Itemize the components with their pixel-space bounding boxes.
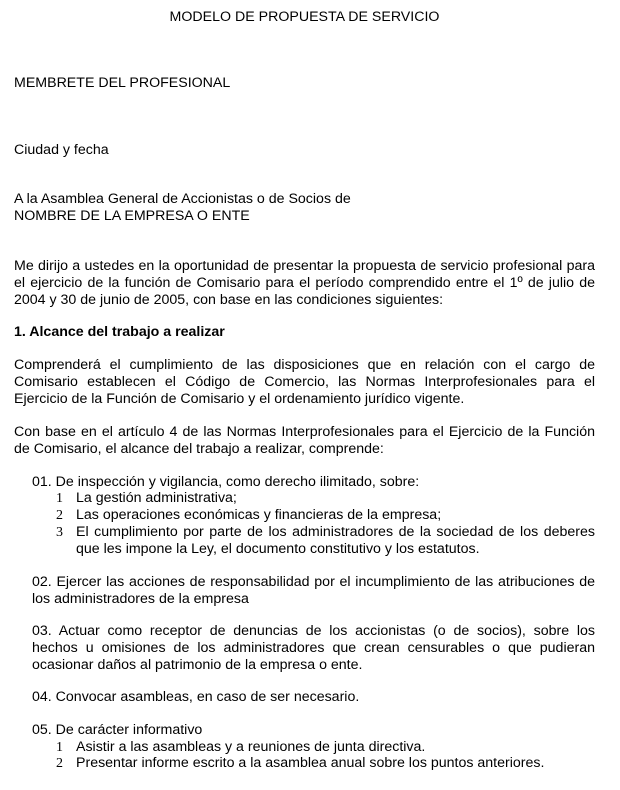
scope-item-03: 03. Actuar como receptor de denuncias de los accionistas (o de socios), sobre los hechos u omisiones de los administradores que crean censurables o que pudieran ocasionar daños al patrimonio de la empresa o ente.	[32, 623, 595, 673]
scope-item-05-sub-2	[56, 755, 595, 772]
scope-item-05-sub-1	[56, 739, 595, 756]
city-date-placeholder: Ciudad y fecha	[14, 142, 109, 158]
recipient-block	[14, 191, 595, 225]
recipient-line-2: NOMBRE DE LA EMPRESA O ENTE	[14, 208, 250, 224]
sub-item-number: 1	[56, 491, 63, 506]
section-1-heading: 1. Alcance del trabajo a realizar	[14, 324, 225, 340]
sub-item-number: 1	[56, 740, 63, 755]
scope-item-01-sub-2	[56, 507, 595, 524]
section-1-paragraph-1: Comprenderá el cumplimiento de las disposiciones que en relación con el cargo de Comisario establecen el Código de Comercio, las Normas Interprofesionales para el Ejercicio de la Función de Comisario y el ordenamiento jurídico vigente.	[14, 357, 595, 407]
recipient-line-1: A la Asamblea General de Accionistas o de Socios de	[14, 191, 351, 207]
sub-item-number: 3	[56, 525, 63, 540]
document-title: MODELO DE PROPUESTA DE SERVICIO	[169, 9, 440, 25]
sub-item-text: Asistir a las asambleas y a reuniones de junta directiva.	[76, 739, 426, 755]
sub-item-text: Presentar informe escrito a la asamblea anual sobre los puntos anteriores.	[76, 755, 545, 771]
sub-item-number: 2	[56, 508, 63, 523]
scope-item-01-sub-1	[56, 490, 595, 507]
letterhead-placeholder: MEMBRETE DEL PROFESIONAL	[14, 75, 231, 91]
scope-item-05: 05. De carácter informativo	[32, 722, 203, 738]
scope-item-01-sub-3	[56, 524, 595, 558]
scope-item-01: 01. De inspección y vigilancia, como derecho ilimitado, sobre:	[32, 474, 420, 490]
scope-item-04: 04. Convocar asambleas, en caso de ser necesario.	[32, 689, 360, 705]
sub-item-text: La gestión administrativa;	[76, 490, 237, 506]
scope-item-02: 02. Ejercer las acciones de responsabilidad por el incumplimiento de las atribuciones de los administradores de la empresa	[32, 574, 595, 607]
sub-item-number: 2	[56, 756, 63, 771]
section-1-paragraph-2: Con base en el artículo 4 de las Normas Interprofesionales para el Ejercicio de la Función de Comisario, el alcance del trabajo a realizar, comprende:	[14, 424, 595, 457]
sub-item-text: Las operaciones económicas y financieras de la empresa;	[76, 507, 442, 523]
sub-item-text: El cumplimiento por parte de los administradores de la sociedad de los deberes que les impone la Ley, el documento constitutivo y los estatutos.	[76, 524, 595, 557]
intro-paragraph: Me dirijo a ustedes en la oportunidad de presentar la propuesta de servicio profesional para el ejercicio de la función de Comisario para el período comprendido entre el 1º de julio de 2004 y 30 de junio de 2005, con base en las condiciones siguientes:	[14, 258, 595, 308]
